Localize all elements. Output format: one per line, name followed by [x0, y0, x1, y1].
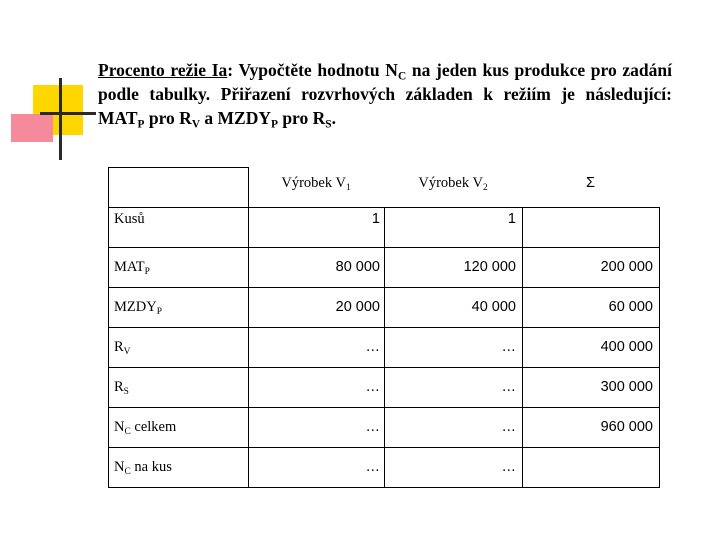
heading-sub-5: S [325, 118, 332, 131]
table-cell: 120 000 [463, 259, 516, 275]
header-product-1 [248, 173, 384, 193]
header-product-2-text: Výrobek V [418, 175, 483, 191]
row-label [114, 417, 176, 437]
header-product-2-sub: 2 [482, 182, 488, 193]
row-label-text: R [114, 379, 124, 395]
table-cell: 1 [507, 211, 516, 227]
heading-title: Procento režie Ia [98, 60, 228, 80]
table-cell: 300 000 [600, 379, 653, 395]
table-cell: 400 000 [600, 339, 653, 355]
row-label [114, 297, 162, 317]
table-cell: … [501, 459, 516, 475]
table-cell: … [501, 339, 516, 355]
table-line [108, 167, 109, 487]
table-line [659, 207, 660, 487]
header-product-1-sub: 1 [345, 182, 351, 193]
row-label-text: R [114, 339, 124, 355]
row-label [114, 209, 145, 229]
heading-text-5: pro R [277, 108, 326, 128]
table-cell: 40 000 [471, 299, 516, 315]
row-label [114, 337, 130, 357]
row-label [114, 457, 172, 477]
header-product-2 [384, 173, 522, 193]
decor-vertical-line [59, 78, 62, 160]
row-label-text: MAT [114, 259, 145, 275]
header-sum-symbol: Σ [586, 175, 595, 191]
table-cell: 80 000 [335, 259, 380, 275]
row-label-text: MZDY [114, 299, 157, 315]
row-label-text: Kusů [114, 211, 145, 227]
table-cell: 20 000 [335, 299, 380, 315]
table-cell: 200 000 [600, 259, 653, 275]
row-label [114, 257, 150, 277]
table-cell: … [365, 339, 380, 355]
table-line [108, 487, 660, 488]
heading-text-3: pro R [144, 108, 192, 128]
row-label-sub: P [156, 306, 162, 317]
heading-text-2: na jeden kus produkce pro zadání podle tabulky. Přiřazení rozvrhových základen k režiím je následující: MAT [98, 60, 672, 128]
row-label-sub: C [124, 466, 131, 477]
task-heading [98, 58, 672, 130]
header-product-1-text: Výrobek V [281, 175, 346, 191]
header-sum [522, 173, 659, 193]
table-cell: 960 000 [600, 419, 653, 435]
table-cell: 60 000 [608, 299, 653, 315]
heading-sub-2: P [137, 118, 145, 131]
heading-sub-3: V [191, 118, 201, 131]
row-label-suffix: na kus [130, 459, 172, 475]
table-cell: 1 [371, 211, 380, 227]
table-cell: … [365, 459, 380, 475]
data-table [108, 167, 660, 487]
row-label-sub: S [123, 386, 129, 397]
row-label-text: N [114, 419, 125, 435]
row-label-sub: P [144, 266, 150, 277]
decor-red-square [11, 114, 53, 142]
table-cell: … [501, 419, 516, 435]
row-label-text: N [114, 459, 125, 475]
table-cell: … [365, 379, 380, 395]
heading-sub-4: P [271, 118, 278, 131]
heading-text-4: a MZDY [200, 108, 271, 128]
heading-colon: : [227, 60, 234, 80]
heading-text-6: . [331, 108, 336, 128]
table-cell: … [365, 419, 380, 435]
table-cell: … [501, 379, 516, 395]
row-label-sub: V [123, 346, 131, 357]
row-label-suffix: celkem [130, 419, 177, 435]
row-label [114, 377, 129, 397]
row-label-sub: C [124, 426, 131, 437]
table-line [108, 167, 248, 168]
decor-horizontal-line [40, 112, 96, 115]
heading-sub-1: C [397, 70, 407, 83]
heading-text-1: Vypočtěte hodnotu N [233, 60, 398, 80]
